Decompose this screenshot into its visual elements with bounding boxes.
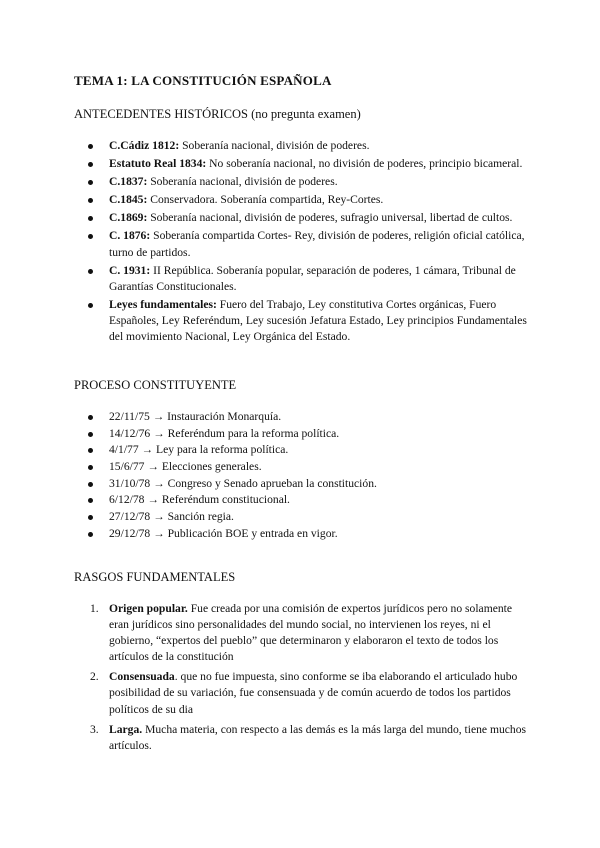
antecedentes-list bbox=[74, 138, 534, 347]
rasgos-list bbox=[74, 601, 534, 758]
list-item: C.1845: Conservadora. Soberanía compartida, Rey-Cortes. bbox=[74, 192, 534, 208]
list-item: 22/11/75 → Instauración Monarquía. bbox=[74, 409, 534, 425]
bullet-icon bbox=[88, 415, 93, 420]
proceso-list bbox=[74, 409, 534, 543]
bullet-icon bbox=[88, 198, 93, 203]
list-item: Estatuto Real 1834: No soberanía nacional, no división de poderes, principio bicameral. bbox=[74, 156, 534, 172]
list-item: 1. Origen popular. Fue creada por una comisión de expertos jurídicos pero no solamente eran jurídicos sino personalidades del mundo social, no intervienen los reyes, ni el gobierno, “expertos del pueblo” que determinaron y elaboraron el texto de todos los artículos de la constitución bbox=[90, 602, 513, 664]
list-item: 4/1/77 → Ley para la reforma política. bbox=[74, 442, 534, 458]
list-item: C.Cádiz 1812: Soberanía nacional, división de poderes. bbox=[74, 138, 534, 154]
document-title: TEMA 1: LA CONSTITUCIÓN ESPAÑOLA bbox=[74, 73, 332, 88]
list-item: 6/12/78 → Referéndum constitucional. bbox=[74, 492, 534, 508]
list-item: C. 1931: II República. Soberanía popular, separación de poderes, 1 cámara, Tribunal de Garantías Constitucionales. bbox=[74, 263, 534, 295]
list-item: 27/12/78 → Sanción regia. bbox=[74, 509, 534, 525]
list-item: C.1837: Soberanía nacional, división de poderes. bbox=[74, 174, 534, 190]
bullet-icon bbox=[88, 448, 93, 453]
list-item: 14/12/76 → Referéndum para la reforma política. bbox=[74, 426, 534, 442]
bullet-icon bbox=[88, 303, 93, 308]
list-item: 15/6/77 → Elecciones generales. bbox=[74, 459, 534, 475]
bullet-icon bbox=[88, 234, 93, 239]
list-item: 29/12/78 → Publicación BOE y entrada en vigor. bbox=[74, 526, 534, 542]
bullet-icon bbox=[88, 269, 93, 274]
bullet-icon bbox=[88, 532, 93, 537]
list-item: C.1869: Soberanía nacional, división de poderes, sufragio universal, libertad de cultos. bbox=[74, 210, 534, 226]
section-heading-antecedentes: ANTECEDENTES HISTÓRICOS (no pregunta examen) bbox=[74, 107, 361, 121]
bullet-icon bbox=[88, 162, 93, 167]
bullet-icon bbox=[88, 216, 93, 221]
list-item: Leyes fundamentales: Fuero del Trabajo, Ley constitutiva Cortes orgánicas, Fuero Españoles, Ley Referéndum, Ley sucesión Jefatura Estado, Ley principios Fundamentales del movimiento Nacional, Ley Orgánica del Estado. bbox=[74, 297, 534, 345]
list-item: 3. Larga. Mucha materia, con respecto a las demás es la más larga del mundo, tiene muchos artículos. bbox=[90, 722, 527, 752]
section-heading-rasgos: RASGOS FUNDAMENTALES bbox=[74, 570, 236, 584]
section-heading-proceso: PROCESO CONSTITUYENTE bbox=[74, 378, 237, 392]
bullet-icon bbox=[88, 498, 93, 503]
list-item: C. 1876: Soberanía compartida Cortes- Rey, división de poderes, religión oficial católica, turno de partidos. bbox=[74, 228, 534, 260]
bullet-icon bbox=[88, 180, 93, 185]
list-item: 31/10/78 → Congreso y Senado aprueban la constitución. bbox=[74, 476, 534, 492]
list-item: 2. Consensuada. que no fue impuesta, sino conforme se iba elaborando el articulado hubo posibilidad de su variación, fue consensuada y de común acuerdo de todos los partidos políticos de su dia bbox=[90, 670, 518, 716]
bullet-icon bbox=[88, 144, 93, 149]
bullet-icon bbox=[88, 432, 93, 437]
bullet-icon bbox=[88, 515, 93, 520]
bullet-icon bbox=[88, 482, 93, 487]
bullet-icon bbox=[88, 465, 93, 470]
